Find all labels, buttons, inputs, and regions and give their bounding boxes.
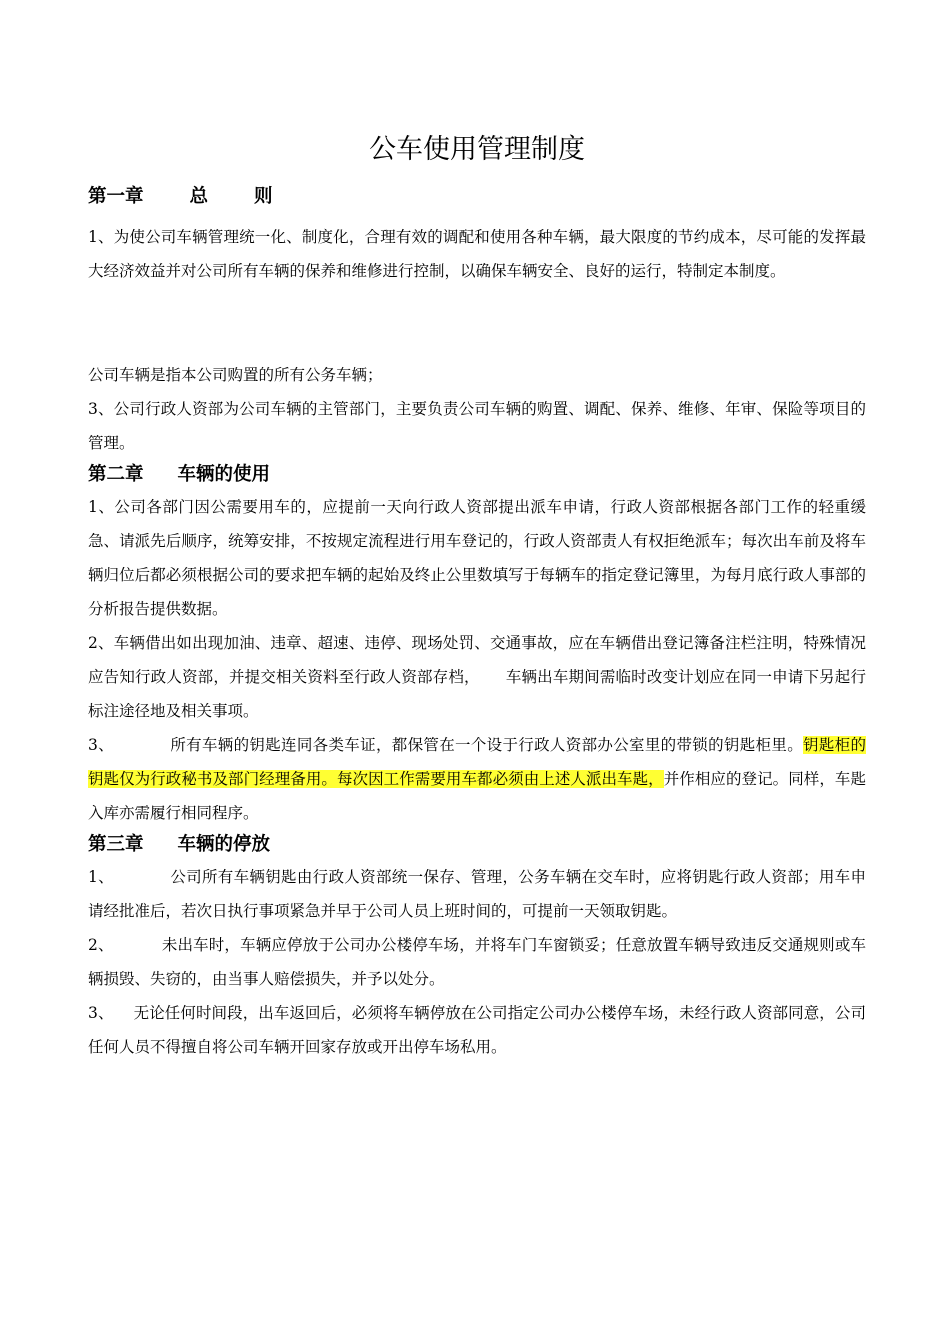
chapter-3-paragraph-1 — [88, 860, 866, 928]
chapter-2-paragraph-3-part-a: 所有车辆的钥匙连同各类车证，都保管在一个设于行政人资部办公室里的带锁的钥匙柜里。 — [170, 736, 804, 754]
chapter-2-paragraph-3-part-b: 并作相应的登记。同样，车匙入库亦需履行相同程序。 — [88, 770, 866, 822]
chapter-2-heading — [88, 460, 866, 490]
highlighted-text: 钥匙柜的钥匙仅为行政秘书及部门经理备用。每次因工作需要用车都必须由上述人派出车匙， — [88, 736, 866, 788]
chapter-1-paragraph-1: 1、为使公司车辆管理统一化、制度化，合理有效的调配和使用各种车辆，最大限度的节约成本，尽可能的发挥最大经济效益并对公司所有车辆的保养和维修进行控制，以确保车辆安全、良好的运行，特制定本制度。 — [88, 228, 866, 280]
document-title: 公车使用管理制度 — [369, 134, 585, 165]
chapter-1-name-b: 则 — [254, 186, 273, 207]
chapter-1-paragraph-2: 公司车辆是指本公司购置的所有公务车辆； — [88, 366, 383, 384]
chapter-1-label: 第一章 — [88, 186, 144, 207]
chapter-2-name: 车辆的使用 — [177, 464, 271, 485]
chapter-3-paragraph-3-text: 无论任何时间段，出车返回后，必须将车辆停放在公司指定公司办公楼停车场，未经行政人资部同意，公司任何人员不得擅自将公司车辆开回家存放或开出停车场私用。 — [88, 1004, 866, 1056]
chapter-3-paragraph-3-number: 3、 — [88, 1004, 114, 1022]
chapter-3-paragraph-2-number: 2、 — [88, 936, 114, 954]
chapter-3-paragraph-2 — [88, 928, 866, 996]
chapter-3-label: 第三章 — [88, 834, 144, 855]
chapter-1-heading — [88, 182, 866, 212]
chapter-3-paragraph-1-number: 1、 — [88, 868, 114, 886]
chapter-2-label: 第二章 — [88, 464, 144, 485]
chapter-2-paragraph-2-part-b: 车辆出车期间需临时改变计划应在同一申请下另起行标注途径地及相关事项。 — [88, 668, 866, 720]
chapter-3-paragraph-1-text: 公司所有车辆钥匙由行政人资部统一保存、管理，公务车辆在交车时，应将钥匙行政人资部；用车申请经批准后，若次日执行事项紧急并早于公司人员上班时间的，可提前一天领取钥匙。 — [88, 868, 866, 920]
chapter-1-paragraph-3: 3、公司行政人资部为公司车辆的主管部门，主要负责公司车辆的购置、调配、保养、维修、年审、保险等项目的管理。 — [88, 400, 866, 452]
chapter-3-heading — [88, 830, 866, 860]
chapter-2-paragraph-3-number: 3、 — [88, 736, 114, 754]
chapter-3-paragraph-2-text: 未出车时，车辆应停放于公司办公楼停车场，并将车门车窗锁妥；任意放置车辆导致违反交通规则或车辆损毁、失窃的，由当事人赔偿损失，并予以处分。 — [88, 936, 866, 988]
chapter-3-paragraph-3 — [88, 996, 866, 1064]
chapter-2-paragraph-2 — [88, 626, 866, 728]
chapter-3-name: 车辆的停放 — [177, 834, 271, 855]
chapter-1-name-a: 总 — [189, 186, 209, 207]
chapter-2-paragraph-2-part-a: 2、车辆借出如出现加油、违章、超速、违停、现场处罚、交通事故，应在车辆借出登记簿备注栏注明，特殊情况应告知行政人资部，并提交相关资料至行政人资部存档， — [88, 634, 866, 686]
chapter-2-paragraph-1: 1、公司各部门因公需要用车的，应提前一天向行政人资部提出派车申请，行政人资部根据各部门工作的轻重缓急、请派先后顺序，统筹安排，不按规定流程进行用车登记的，行政人资部责人有权拒绝派车；每次出车前及将车辆归位后都必须根据公司的要求把车辆的起始及终止公里数填写于每辆车的指定登记簿里，为每月底行政人事部的分析报告提供数据。 — [88, 498, 866, 618]
chapter-2-paragraph-3 — [88, 728, 866, 830]
